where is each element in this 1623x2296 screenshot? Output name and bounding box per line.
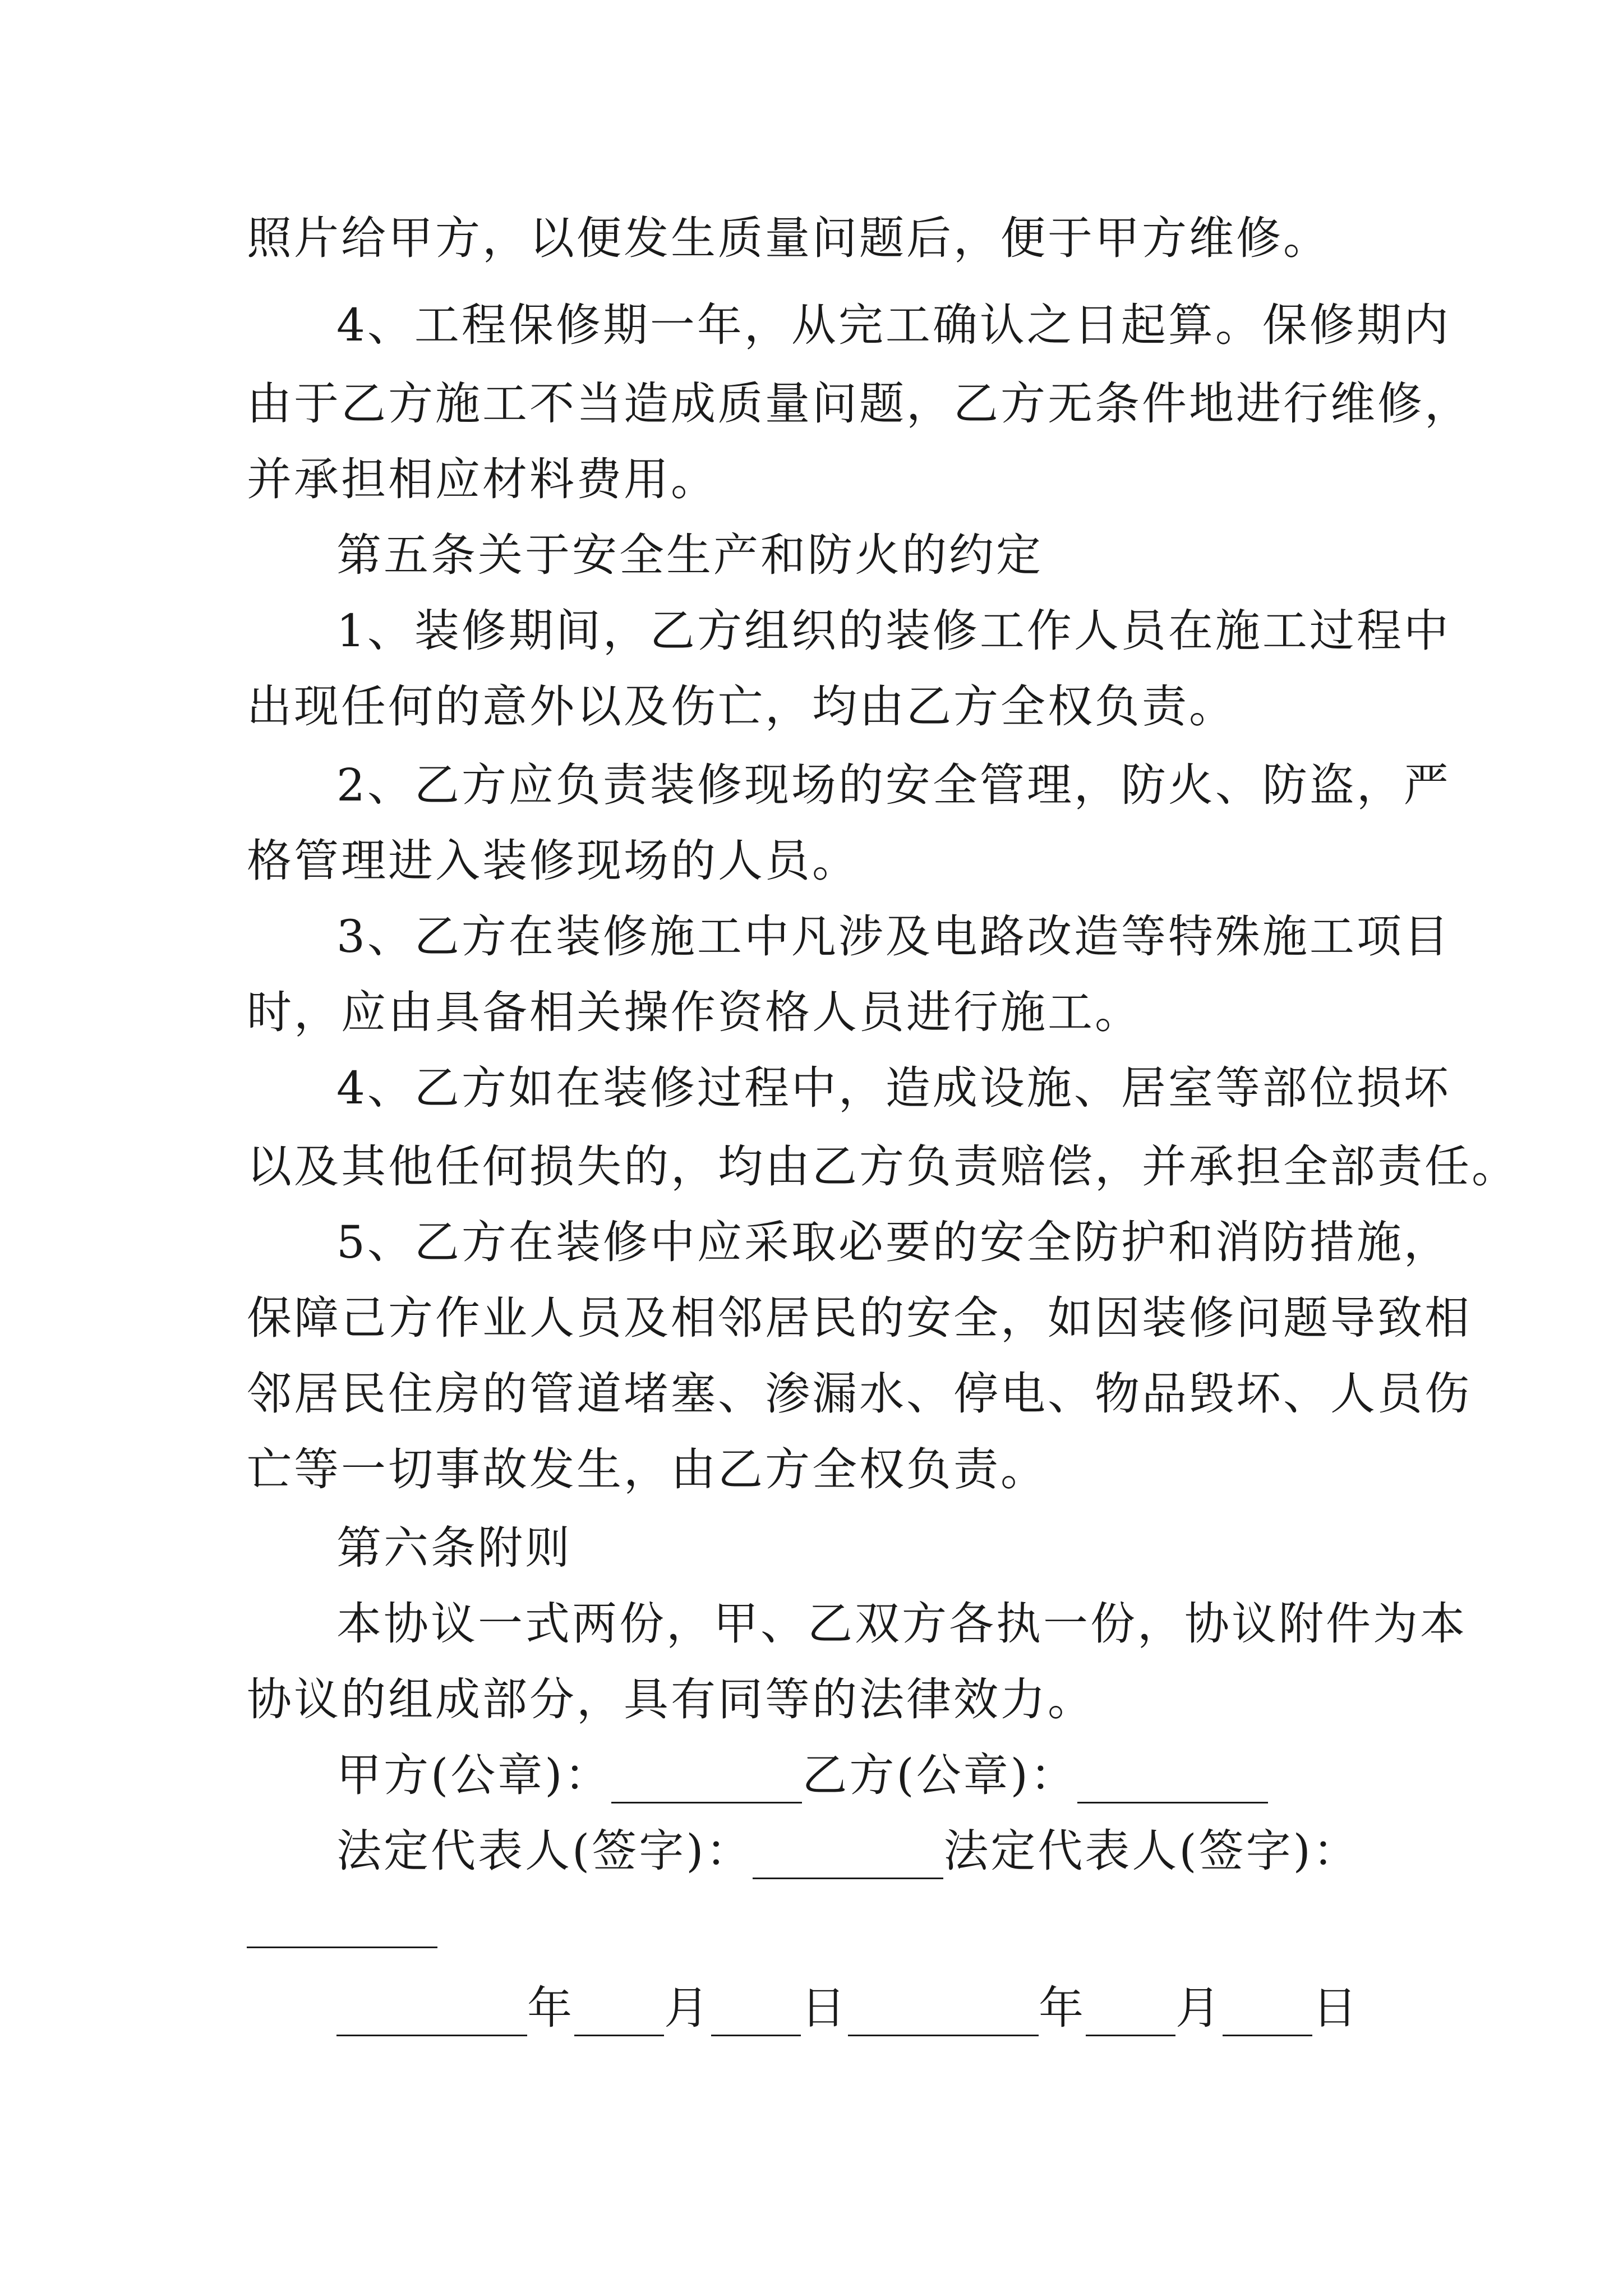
year-a-label: 年 xyxy=(527,1982,574,2034)
paragraph-line: 5、乙方在装修中应采取必要的安全防护和消防措施， xyxy=(336,1216,1451,1268)
year-a-blank[interactable] xyxy=(336,1995,527,2036)
year-b-label: 年 xyxy=(1039,1982,1086,2034)
paragraph-line: 时，应由具备相关操作资格人员进行施工。 xyxy=(247,986,1142,1038)
party-a-seal-blank[interactable] xyxy=(611,1763,802,1803)
month-b-blank[interactable] xyxy=(1086,1995,1175,2036)
paragraph-line: 保障己方作业人员及相邻居民的安全，如因装修问题导致相 xyxy=(247,1292,1472,1344)
party-b-seal-blank[interactable] xyxy=(1077,1763,1268,1803)
party-b-seal-label: 乙方(公章)： xyxy=(802,1749,1077,1801)
paragraph-line: 出现任何的意外以及伤亡，均由乙方全权负责。 xyxy=(247,680,1236,733)
day-b-label: 日 xyxy=(1312,1982,1359,2034)
paragraph-line: 亡等一切事故发生，由乙方全权负责。 xyxy=(247,1443,1048,1496)
paragraph-line: 本协议一式两份，甲、乙双方各执一份，协议附件为本 xyxy=(336,1598,1467,1650)
rep-b-label: 法定代表人(签字)： xyxy=(943,1825,1360,1877)
section-heading: 第五条关于安全生产和防火的约定 xyxy=(336,529,1043,581)
day-b-blank[interactable] xyxy=(1223,1995,1312,2036)
day-a-label: 日 xyxy=(801,1982,848,2034)
paragraph-line: 由于乙方施工不当造成质量问题，乙方无条件地进行维修， xyxy=(247,378,1472,430)
paragraph-line: 1、装修期间，乙方组织的装修工作人员在施工过程中 xyxy=(336,605,1451,657)
year-b-blank[interactable] xyxy=(848,1995,1039,2036)
paragraph-line: 4、工程保修期一年，从完工确认之日起算。保修期内 xyxy=(336,299,1451,351)
rep-b-signature-blank[interactable] xyxy=(247,1947,437,1948)
paragraph-line: 格管理进入装修现场的人员。 xyxy=(247,835,859,887)
date-row xyxy=(336,1980,1391,2036)
party-a-seal-label: 甲方(公章)： xyxy=(336,1749,612,1801)
paragraph-line: 协议的组成部分，具有同等的法律效力。 xyxy=(247,1673,1095,1726)
paragraph-line: 3、乙方在装修施工中凡涉及电路改造等特殊施工项目 xyxy=(336,910,1451,963)
paragraph-line: 邻居民住房的管道堵塞、渗漏水、停电、物品毁坏、人员伤 xyxy=(247,1368,1472,1420)
paragraph-line: 照片给甲方，以便发生质量问题后，便于甲方维修。 xyxy=(247,212,1330,264)
paragraph-line: 并承担相应材料费用。 xyxy=(247,453,718,505)
paragraph-line: 以及其他任何损失的，均由乙方负责赔偿，并承担全部责任。 xyxy=(247,1140,1519,1193)
paragraph-line: 2、乙方应负责装修现场的安全管理，防火、防盗，严 xyxy=(336,759,1451,811)
day-a-blank[interactable] xyxy=(711,1995,801,2036)
section-heading: 第六条附则 xyxy=(336,1522,572,1574)
rep-a-signature-blank[interactable] xyxy=(753,1838,943,1879)
rep-a-label: 法定代表人(签字)： xyxy=(336,1825,753,1877)
month-a-blank[interactable] xyxy=(574,1995,664,2036)
seal-row xyxy=(336,1747,1391,1803)
representative-row xyxy=(336,1823,1391,1879)
month-b-label: 月 xyxy=(1175,1982,1223,2034)
paragraph-line: 4、乙方如在装修过程中，造成设施、居室等部位损坏 xyxy=(336,1062,1451,1114)
month-a-label: 月 xyxy=(664,1982,711,2034)
